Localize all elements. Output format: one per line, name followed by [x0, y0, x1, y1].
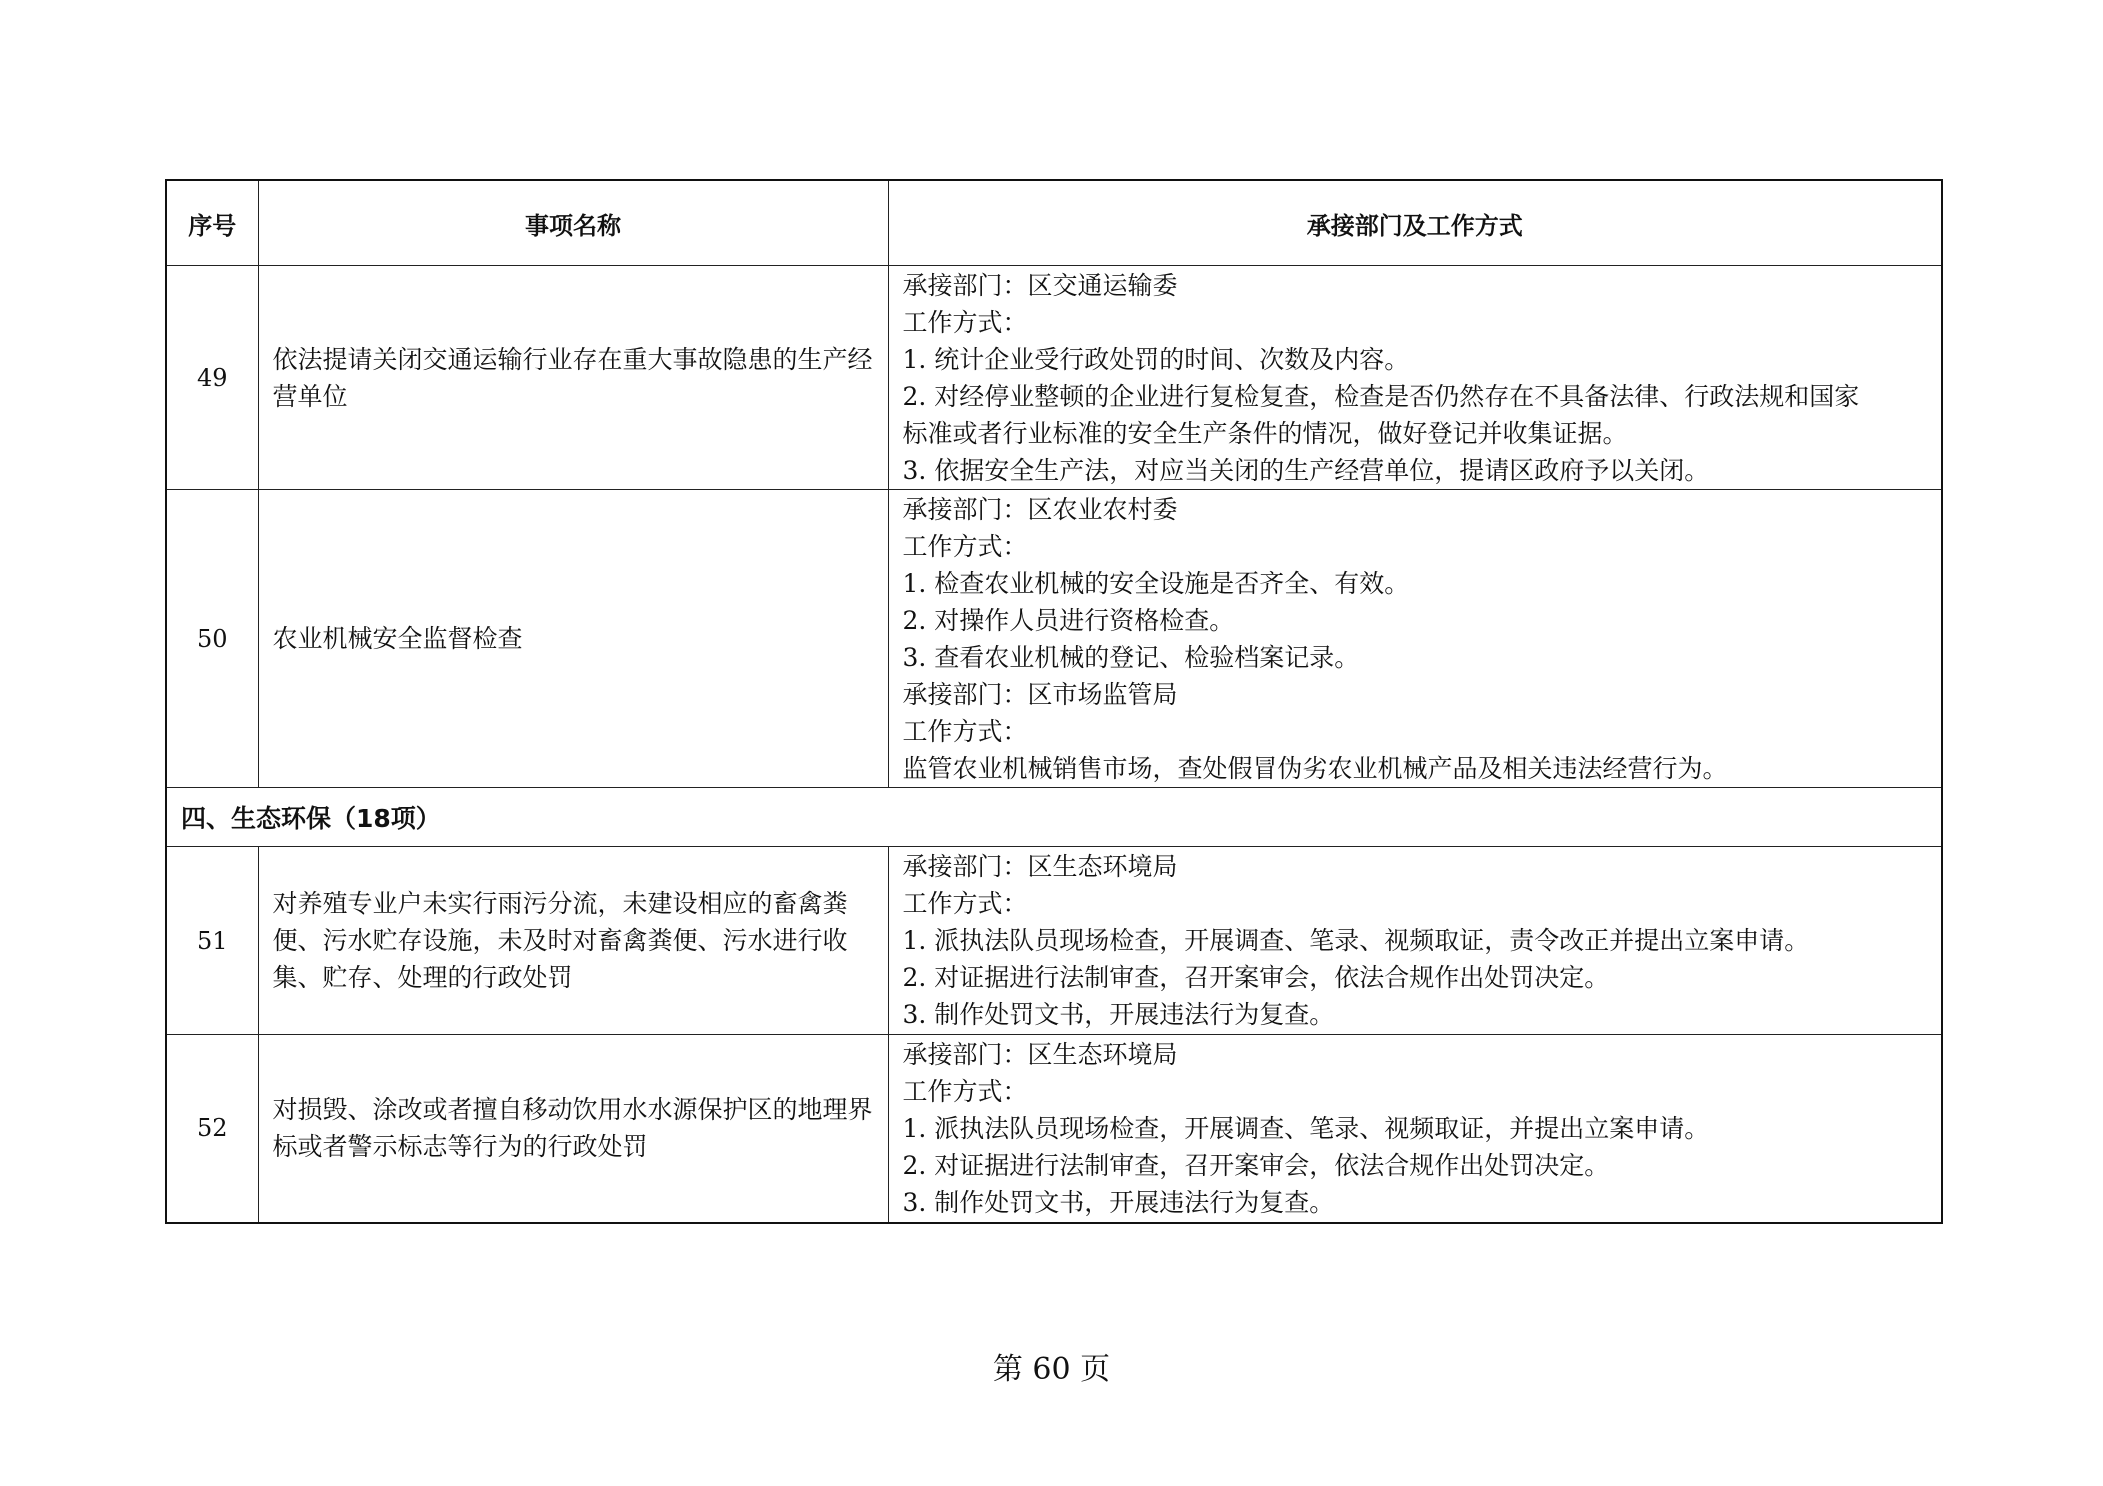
dept-line: 3. 制作处罚文书，开展违法行为复查。	[902, 1000, 1335, 1029]
dept-line: 3. 制作处罚文书，开展违法行为复查。	[902, 1187, 1335, 1217]
page-number: 第 60 页	[992, 1352, 1111, 1387]
dept-line: 承接部门：区市场监管局	[902, 679, 1178, 709]
dept-line: 承接部门：区农业农村委	[902, 494, 1178, 524]
section-row	[166, 788, 1942, 847]
header-number: 序号	[166, 180, 258, 266]
header-item-name: 事项名称	[258, 180, 888, 266]
dept-line: 2. 对操作人员进行资格检查。	[902, 605, 1235, 635]
row-item-name: 对养殖专业户未实行雨污分流，未建设相应的畜禽粪便、污水贮存设施，未及时对畜禽粪便、污水进行收集、贮存、处理的行政处罚	[258, 847, 888, 1035]
row-number: 51	[166, 847, 258, 1035]
dept-line: 标准或者行业标准的安全生产条件的情况，做好登记并收集证据。	[902, 418, 1628, 448]
row-number: 52	[166, 1035, 258, 1223]
row-number: 49	[166, 266, 258, 490]
dept-line: 工作方式：	[902, 1076, 1028, 1106]
table-row	[166, 847, 1942, 1035]
dept-line: 2. 对经停业整顿的企业进行复检复查，检查是否仍然存在不具备法律、行政法规和国家	[902, 381, 1860, 411]
row-department-method	[888, 266, 1942, 490]
dept-line: 承接部门：区生态环境局	[902, 852, 1178, 881]
dept-line: 工作方式：	[902, 307, 1028, 337]
dept-line: 承接部门：区交通运输委	[902, 270, 1178, 300]
dept-line: 工作方式：	[902, 531, 1028, 561]
row-number: 50	[166, 490, 258, 788]
dept-line: 1. 派执法队员现场检查，开展调查、笔录、视频取证，并提出立案申请。	[902, 1113, 1710, 1143]
row-item-name: 对损毁、涂改或者擅自移动饮用水水源保护区的地理界标或者警示标志等行为的行政处罚	[258, 1035, 888, 1223]
dept-line: 1. 检查农业机械的安全设施是否齐全、有效。	[902, 568, 1410, 598]
dept-line: 1. 统计企业受行政处罚的时间、次数及内容。	[902, 344, 1410, 374]
header-department-method: 承接部门及工作方式	[888, 180, 1942, 266]
dept-line: 工作方式：	[902, 889, 1028, 918]
dept-line: 2. 对证据进行法制审查，召开案审会，依法合规作出处罚决定。	[902, 963, 1610, 992]
dept-line: 监管农业机械销售市场，查处假冒伪劣农业机械产品及相关违法经营行为。	[902, 753, 1728, 783]
table-row	[166, 266, 1942, 490]
row-department-method	[888, 490, 1942, 788]
row-item-name: 农业机械安全监督检查	[258, 490, 888, 788]
dept-line: 3. 依据安全生产法，对应当关闭的生产经营单位，提请区政府予以关闭。	[902, 455, 1710, 485]
section-title: 四、生态环保（18项）	[166, 788, 1942, 847]
items-table	[165, 179, 1943, 1224]
dept-line: 承接部门：区生态环境局	[902, 1039, 1178, 1069]
table-row	[166, 490, 1942, 788]
table-row	[166, 1035, 1942, 1223]
dept-line: 3. 查看农业机械的登记、检验档案记录。	[902, 642, 1360, 672]
row-department-method	[888, 1035, 1942, 1223]
dept-line: 工作方式：	[902, 716, 1028, 746]
dept-line: 1. 派执法队员现场检查，开展调查、笔录、视频取证，责令改正并提出立案申请。	[902, 926, 1810, 955]
table-header-row	[166, 180, 1942, 266]
row-department-method	[888, 847, 1942, 1035]
dept-line: 2. 对证据进行法制审查，召开案审会，依法合规作出处罚决定。	[902, 1150, 1610, 1180]
row-item-name: 依法提请关闭交通运输行业存在重大事故隐患的生产经营单位	[258, 266, 888, 490]
